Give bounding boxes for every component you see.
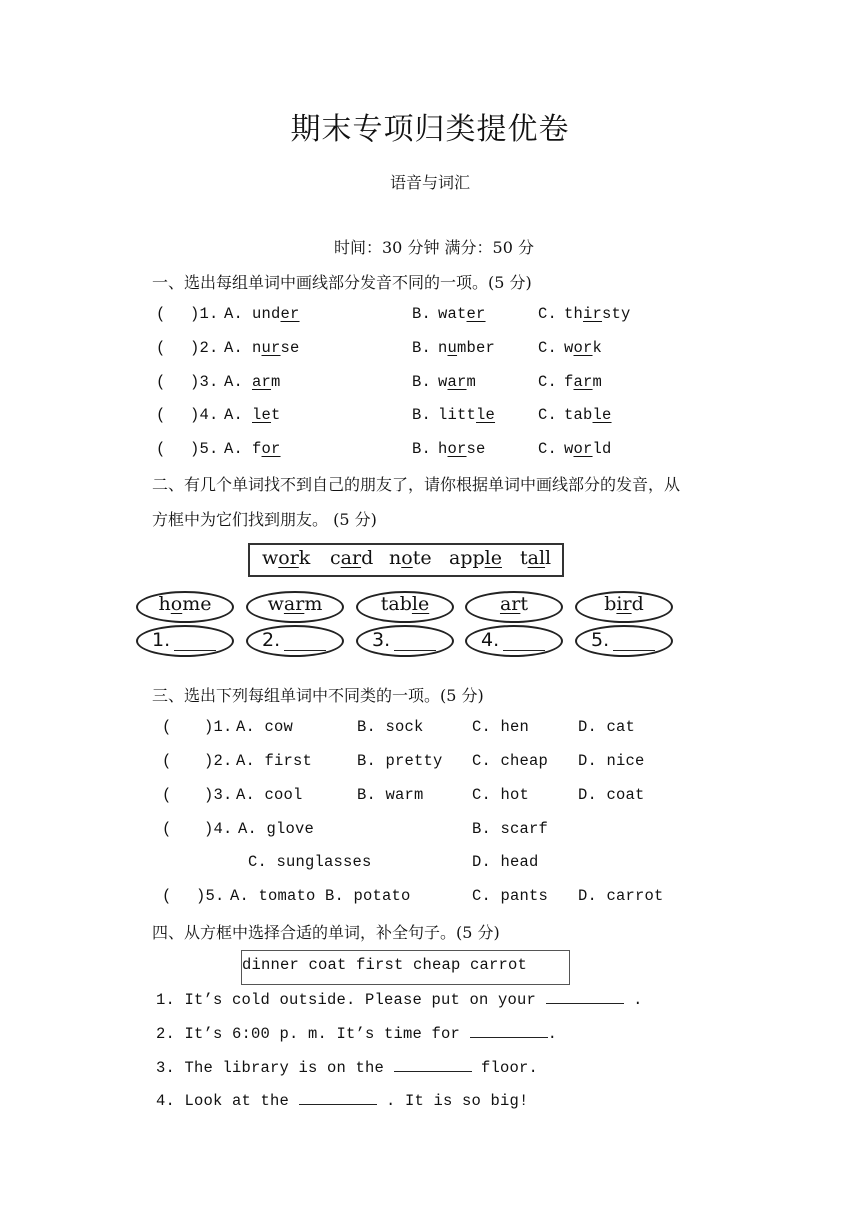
item-number: )2. bbox=[190, 339, 219, 357]
word-part: c bbox=[330, 547, 341, 569]
underlined-part: er bbox=[280, 305, 300, 323]
word-part: m bbox=[466, 373, 477, 391]
underlined-part: ar bbox=[499, 593, 521, 615]
option-letter: B. bbox=[412, 373, 432, 391]
option-a: A. tomato B. potato bbox=[230, 887, 411, 905]
time-info: 时间：30 分钟 满分：50 分 bbox=[334, 238, 534, 257]
option-d: D. nice bbox=[578, 752, 645, 770]
word-part: n bbox=[252, 339, 262, 357]
sentence bbox=[156, 989, 643, 1009]
sentence-text: 2. It’s 6:00 p. m. It’s time for bbox=[156, 1025, 470, 1043]
word-part: w bbox=[262, 547, 279, 569]
answer-number: 1. bbox=[152, 629, 171, 651]
word-box bbox=[248, 543, 564, 577]
option-letter: B. bbox=[412, 305, 432, 323]
sentence-text: 4. Look at the bbox=[156, 1092, 299, 1110]
word-part: me bbox=[182, 593, 212, 615]
answer-oval[interactable] bbox=[465, 625, 563, 657]
answer-paren[interactable]: ( bbox=[156, 373, 166, 391]
word-part: app bbox=[449, 547, 485, 569]
underlined-part: ar bbox=[252, 373, 272, 391]
item-number: )5. bbox=[196, 887, 225, 905]
section3-heading: 三、选出下列每组单词中不同类的一项。(5 分) bbox=[152, 686, 484, 705]
answer-oval[interactable] bbox=[356, 625, 454, 657]
option-letter: A. bbox=[224, 305, 244, 323]
section2-heading-line1: 二、有几个单词找不到自己的朋友了，请你根据单词中画线部分的发音，从 bbox=[152, 475, 681, 494]
underlined-part: or bbox=[447, 440, 467, 458]
option-c: C. hen bbox=[472, 718, 530, 736]
option-c: C. hot bbox=[472, 786, 530, 804]
sentence-text: . It is so big! bbox=[376, 1092, 529, 1110]
answer-number: 2. bbox=[262, 629, 281, 651]
item-number: )4. bbox=[190, 406, 219, 424]
answer-number: 3. bbox=[372, 629, 391, 651]
underlined-part: le bbox=[592, 406, 612, 424]
answer-oval[interactable] bbox=[575, 625, 673, 657]
answer-blank[interactable] bbox=[503, 650, 545, 651]
word-part: ld bbox=[592, 440, 612, 458]
item-number: )3. bbox=[190, 373, 219, 391]
option-a: A. cow bbox=[236, 718, 294, 736]
option-word bbox=[438, 339, 495, 357]
answer-number: 4. bbox=[481, 629, 500, 651]
word-part: d bbox=[631, 593, 644, 615]
word-part: k bbox=[592, 339, 603, 357]
oval-word bbox=[356, 593, 454, 615]
page-subtitle: 语音与词汇 bbox=[389, 173, 470, 192]
option-word bbox=[252, 339, 300, 357]
option-letter: A. bbox=[224, 440, 244, 458]
fill-blank[interactable] bbox=[546, 989, 624, 1004]
item-number: )4. bbox=[204, 820, 233, 838]
answer-paren[interactable]: ( bbox=[156, 440, 166, 458]
underlined-part: le bbox=[476, 406, 496, 424]
word-part: h bbox=[158, 593, 171, 615]
option-c: C. pants bbox=[472, 887, 549, 905]
sentence bbox=[156, 1090, 529, 1110]
option-b: B. warm bbox=[357, 786, 424, 804]
underlined-part: ar bbox=[283, 593, 305, 615]
option-letter: B. bbox=[412, 406, 432, 424]
fill-blank[interactable] bbox=[394, 1057, 472, 1072]
option-d: D. carrot bbox=[578, 887, 664, 905]
section2-heading-line2: 方框中为它们找到朋友。 (5 分) bbox=[152, 510, 377, 529]
word-part: tab bbox=[564, 406, 593, 424]
answer-paren[interactable]: ( bbox=[162, 718, 172, 736]
option-word bbox=[252, 373, 281, 391]
box-word bbox=[449, 547, 502, 569]
option-d: D. coat bbox=[578, 786, 645, 804]
word-part: k bbox=[298, 547, 311, 569]
underlined-part: ir bbox=[616, 593, 632, 615]
option-word bbox=[564, 305, 631, 323]
word-part: te bbox=[412, 547, 432, 569]
answer-paren[interactable]: ( bbox=[162, 752, 172, 770]
word-part: b bbox=[604, 593, 617, 615]
box-word bbox=[389, 547, 432, 569]
word-part: wat bbox=[438, 305, 467, 323]
section4-heading: 四、从方框中选择合适的单词，补全句子。(5 分) bbox=[152, 923, 500, 942]
item-number: )1. bbox=[204, 718, 233, 736]
option-letter: A. bbox=[224, 339, 244, 357]
fill-blank[interactable] bbox=[470, 1023, 548, 1038]
oval-word bbox=[575, 593, 673, 615]
word-part: l bbox=[545, 547, 552, 569]
word-part: n bbox=[389, 547, 402, 569]
underlined-part: er bbox=[466, 305, 486, 323]
word-part: w bbox=[564, 339, 574, 357]
option-d: D. head bbox=[472, 853, 539, 871]
word-part: t bbox=[520, 593, 529, 615]
underlined-part: or bbox=[278, 547, 299, 569]
option-word bbox=[252, 406, 281, 424]
option-a: A. glove bbox=[238, 820, 315, 838]
option-word bbox=[438, 373, 476, 391]
option-letter: A. bbox=[224, 373, 244, 391]
option-a: A. cool bbox=[236, 786, 303, 804]
item-number: )1. bbox=[190, 305, 219, 323]
underlined-part: u bbox=[447, 339, 458, 357]
word-part: f bbox=[252, 440, 262, 458]
option-c: C. cheap bbox=[472, 752, 549, 770]
option-d: D. cat bbox=[578, 718, 636, 736]
underlined-part: ar bbox=[447, 373, 467, 391]
option-letter: C. bbox=[538, 305, 558, 323]
box-word bbox=[262, 547, 310, 569]
page-title: 期末专项归类提优卷 bbox=[290, 112, 570, 147]
underlined-part: ir bbox=[583, 305, 603, 323]
sentence-text: . bbox=[623, 991, 643, 1009]
word-part: h bbox=[438, 440, 448, 458]
sentence-text: floor. bbox=[471, 1059, 539, 1077]
sentence bbox=[156, 1057, 538, 1077]
underlined-part: al bbox=[527, 547, 546, 569]
option-word bbox=[564, 440, 612, 458]
answer-blank[interactable] bbox=[394, 650, 436, 651]
option-letter: B. bbox=[412, 440, 432, 458]
option-word bbox=[438, 406, 495, 424]
sentence-text: 1. It’s cold outside. Please put on your bbox=[156, 991, 546, 1009]
option-a: A. first bbox=[236, 752, 313, 770]
fill-blank[interactable] bbox=[299, 1090, 377, 1105]
word-part: m bbox=[304, 593, 323, 615]
word-part: se bbox=[280, 339, 300, 357]
underlined-part: ur bbox=[261, 339, 281, 357]
word-part: th bbox=[564, 305, 584, 323]
word-part: tab bbox=[380, 593, 412, 615]
option-letter: B. bbox=[412, 339, 432, 357]
underlined-part: le bbox=[252, 406, 272, 424]
word-part: m bbox=[592, 373, 603, 391]
answer-oval[interactable] bbox=[246, 625, 344, 657]
underlined-part: le bbox=[484, 547, 502, 569]
word-part: mber bbox=[457, 339, 496, 357]
word-part: n bbox=[438, 339, 448, 357]
section1-heading: 一、选出每组单词中画线部分发音不同的一项。(5 分) bbox=[152, 273, 532, 292]
oval-word bbox=[246, 593, 344, 615]
word-part: litt bbox=[438, 406, 477, 424]
word-part: se bbox=[466, 440, 486, 458]
word-part: w bbox=[564, 440, 574, 458]
answer-blank[interactable] bbox=[613, 650, 655, 651]
word-part: w bbox=[267, 593, 284, 615]
word-bank-text: dinner coat first cheap carrot bbox=[242, 956, 528, 974]
word-part: und bbox=[252, 305, 281, 323]
box-word bbox=[520, 547, 551, 569]
underlined-part: or bbox=[261, 440, 281, 458]
oval-word bbox=[136, 593, 234, 615]
underlined-part: or bbox=[573, 440, 593, 458]
option-b: B. sock bbox=[357, 718, 424, 736]
answer-paren[interactable]: ( bbox=[156, 305, 166, 323]
answer-paren[interactable]: ( bbox=[162, 887, 172, 905]
oval-word bbox=[465, 593, 563, 615]
answer-paren[interactable]: ( bbox=[162, 786, 172, 804]
sentence-text: 3. The library is on the bbox=[156, 1059, 394, 1077]
underlined-part: o bbox=[401, 547, 413, 569]
answer-paren[interactable]: ( bbox=[156, 406, 166, 424]
sentence bbox=[156, 1023, 557, 1043]
word-part: t bbox=[520, 547, 528, 569]
option-c: C. sunglasses bbox=[248, 853, 372, 871]
answer-paren[interactable]: ( bbox=[156, 339, 166, 357]
option-word bbox=[564, 406, 612, 424]
underlined-part: ar bbox=[573, 373, 593, 391]
answer-blank[interactable] bbox=[284, 650, 326, 651]
word-part: m bbox=[271, 373, 281, 391]
answer-blank[interactable] bbox=[174, 650, 216, 651]
word-bank-box bbox=[241, 950, 570, 985]
option-letter: C. bbox=[538, 440, 558, 458]
option-word bbox=[252, 305, 300, 323]
option-word bbox=[438, 440, 486, 458]
option-letter: C. bbox=[538, 373, 558, 391]
option-letter: A. bbox=[224, 406, 244, 424]
underlined-part: ar bbox=[340, 547, 362, 569]
answer-paren[interactable]: ( bbox=[162, 820, 172, 838]
item-number: )3. bbox=[204, 786, 233, 804]
underlined-part: or bbox=[573, 339, 593, 357]
option-letter: C. bbox=[538, 339, 558, 357]
word-part: f bbox=[564, 373, 574, 391]
option-word bbox=[564, 339, 602, 357]
option-b: B. scarf bbox=[472, 820, 549, 838]
answer-oval[interactable] bbox=[136, 625, 234, 657]
underlined-part: le bbox=[411, 593, 430, 615]
option-word bbox=[252, 440, 281, 458]
option-word bbox=[438, 305, 486, 323]
answer-number: 5. bbox=[591, 629, 610, 651]
option-word bbox=[564, 373, 602, 391]
option-letter: C. bbox=[538, 406, 558, 424]
item-number: )2. bbox=[204, 752, 233, 770]
item-number: )5. bbox=[190, 440, 219, 458]
underlined-part: o bbox=[170, 593, 183, 615]
option-b: B. pretty bbox=[357, 752, 443, 770]
sentence-text: . bbox=[547, 1025, 558, 1043]
word-part: sty bbox=[602, 305, 631, 323]
word-part: d bbox=[361, 547, 374, 569]
word-part: t bbox=[271, 406, 281, 424]
word-part: w bbox=[438, 373, 448, 391]
box-word bbox=[330, 547, 373, 569]
